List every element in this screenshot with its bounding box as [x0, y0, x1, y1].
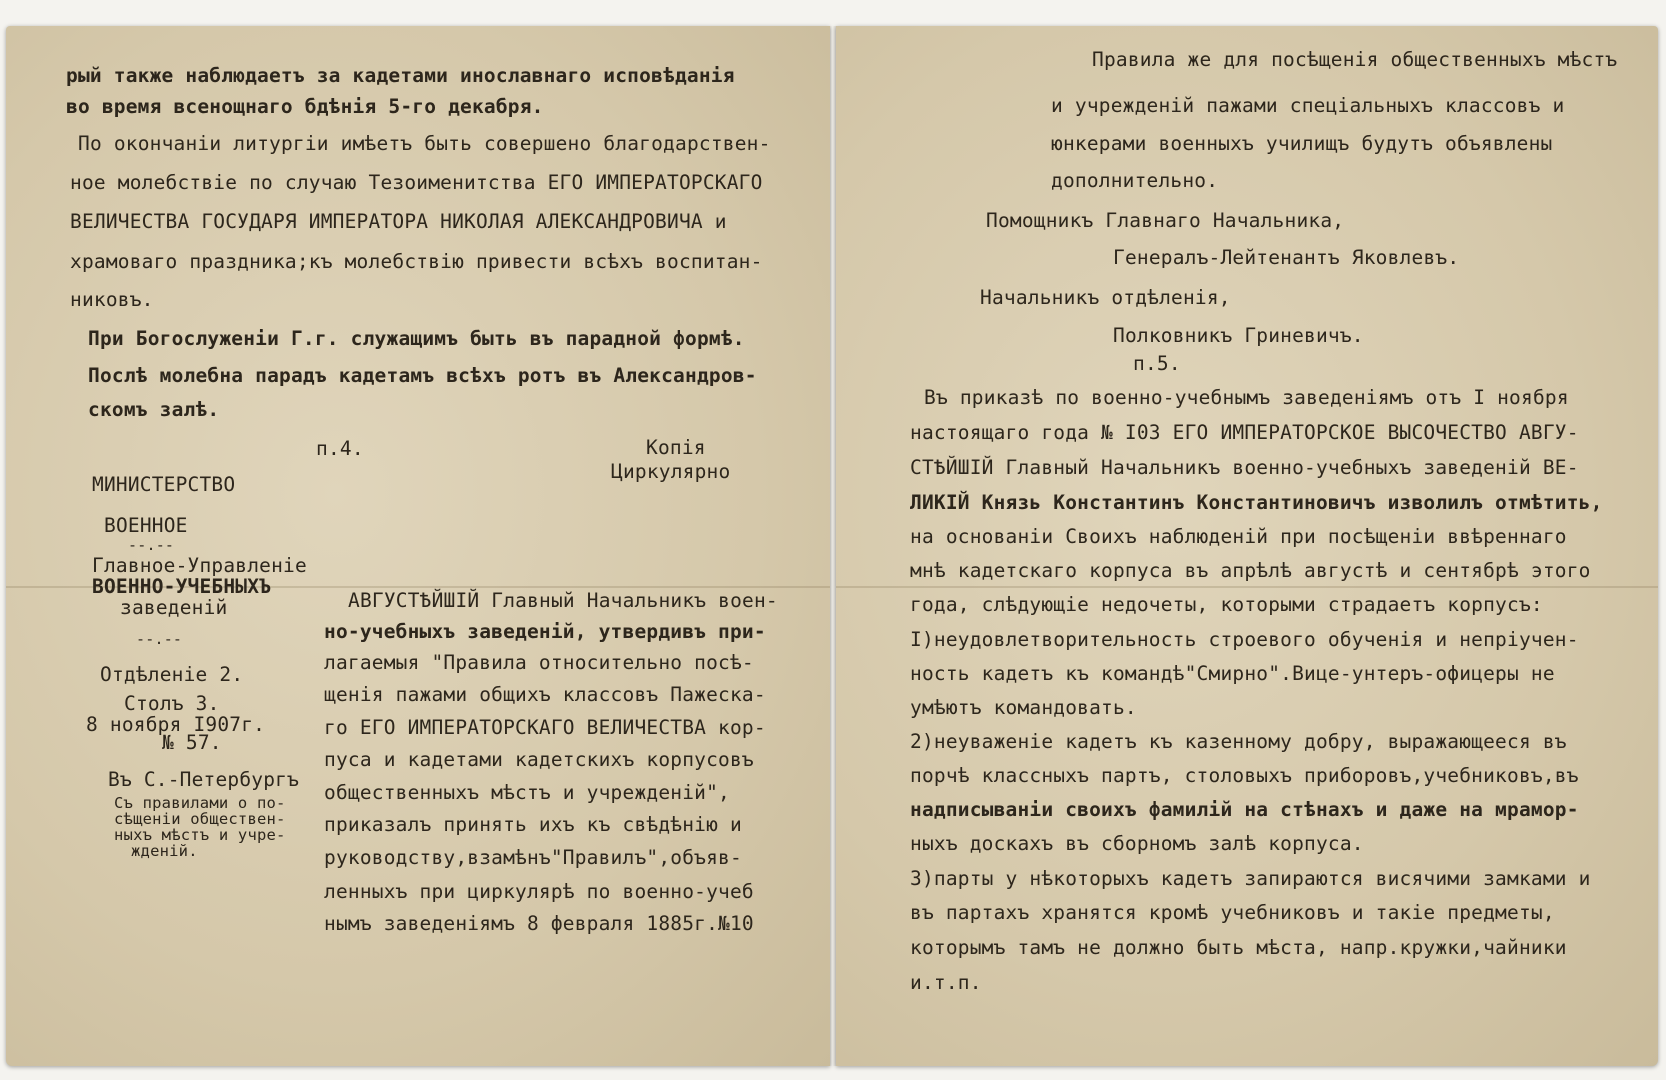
- circular-text-line: пуса и кадетами кадетскихъ корпусовъ: [324, 748, 754, 771]
- text-line: Правила же для посѣщенія общественныхъ мѣстъ: [1092, 48, 1618, 71]
- circular-text-line: лагаемыя "Правила относительно посѣ-: [324, 651, 754, 674]
- text-line: на основаніи Своихъ наблюденій при посѣщеніи ввѣреннаго: [910, 525, 1567, 548]
- text-line: и учрежденій пажами спеціальныхъ классовъ и: [1051, 94, 1565, 117]
- text-line: настоящаго года № I03 ЕГО ИМПЕРАТОРСКОЕ ВЫСОЧЕСТВО АВГУ-: [910, 421, 1579, 444]
- letterhead-date: 8 ноября I907г.: [86, 713, 266, 736]
- text-line: умѣютъ командовать.: [910, 696, 1137, 719]
- text-line: При Богослуженіи Г.г. служащимъ быть въ парадной формѣ.: [88, 327, 745, 350]
- letterhead-line: ВОЕННОЕ: [104, 514, 188, 537]
- text-line: храмоваго праздника;къ молебствію привести всѣхъ воспитан-: [70, 250, 763, 273]
- circular-text-line: общественныхъ мѣстъ и учрежденій",: [324, 781, 730, 804]
- list-item: I)неудовлетворительность строевого обученія и непріучен-: [910, 628, 1579, 651]
- circular-text-line: но-учебныхъ заведеній, утвердивъ при-: [324, 620, 766, 643]
- left-page: [6, 26, 830, 1066]
- letterhead-separator: --.--: [136, 630, 183, 648]
- text-line: скомъ залѣ.: [88, 398, 220, 421]
- letterhead-line: заведеній: [120, 596, 228, 619]
- circular-text-line: приказалъ принять ихъ къ свѣдѣнію и: [324, 813, 742, 836]
- text-line: никовъ.: [70, 288, 154, 311]
- text-line: ныхъ доскахъ въ сборномъ залѣ корпуса.: [910, 832, 1364, 855]
- text-line: надписываніи своихъ фамилій на стѣнахъ и даже на мрамор-: [910, 798, 1579, 821]
- page-fold-line: [836, 586, 1658, 588]
- letterhead-line: Главное-Управленіе: [92, 554, 307, 577]
- text-line: ное молебствіе по случаю Тезоименитства ЕГО ИМПЕРАТОРСКАГО: [70, 171, 763, 194]
- circular-text-line: ленныхъ при циркулярѣ по военно-учеб: [324, 880, 754, 903]
- section-number: п.5.: [1133, 352, 1181, 375]
- text-line: ЛИКІЙ Князь Константинъ Константиновичъ изволилъ отмѣтить,: [910, 491, 1603, 514]
- text-line: юнкерами военныхъ училищъ будутъ объявлены: [1051, 132, 1553, 155]
- text-line: Послѣ молебна парадъ кадетамъ всѣхъ ротъ въ Александров-: [88, 364, 757, 387]
- letterhead-separator: --.--: [128, 536, 175, 554]
- letterhead-line: Отдѣленіе 2.: [100, 663, 244, 686]
- text-line: порчѣ классныхъ партъ, столовыхъ приборовъ,учебниковъ,въ: [910, 764, 1579, 787]
- text-line: во время всенощнаго бдѣнія 5-го декабря.: [66, 95, 544, 118]
- list-item: 2)неуваженіе кадетъ къ казенному добру, выражающееся въ: [910, 730, 1567, 753]
- circular-text-line: АВГУСТѢЙШІЙ Главный Начальникъ воен-: [348, 589, 778, 612]
- letterhead-line: МИНИСТЕРСТВО: [92, 473, 236, 496]
- text-line: года, слѣдующіе недочеты, которыми страдаетъ корпусъ:: [910, 593, 1543, 616]
- letterhead-line: Столъ 3.: [124, 692, 220, 715]
- right-page: [836, 26, 1658, 1066]
- section-number: п.4.: [316, 437, 364, 460]
- text-line: По окончаніи литургіи имѣетъ быть совершено благодарствен-: [78, 132, 771, 155]
- text-line: и.т.п.: [910, 971, 982, 994]
- letterhead-number: № 57.: [162, 731, 222, 754]
- copy-mark: Копія: [646, 436, 706, 459]
- subject-line: сѣщеніи обществен-: [114, 810, 286, 828]
- text-line: мнѣ кадетскаго корпуса въ апрѣлѣ августѣ и сентябрѣ этого: [910, 559, 1591, 582]
- signature-title: Начальникъ отдѣленія,: [980, 286, 1231, 309]
- text-line: Въ приказѣ по военно-учебнымъ заведеніямъ отъ I ноября: [924, 386, 1569, 409]
- circular-text-line: руководству,взамѣнъ"Правилъ",объяв-: [324, 846, 742, 869]
- list-item: 3)парты у нѣкоторыхъ кадетъ запираются висячими замками и: [910, 867, 1591, 890]
- circular-text-line: го ЕГО ИМПЕРАТОРСКАГО ВЕЛИЧЕСТВА кор-: [324, 716, 766, 739]
- text-line: которымъ тамъ не должно быть мѣста, напр.кружки,чайники: [910, 936, 1567, 959]
- text-line: ВЕЛИЧЕСТВА ГОСУДАРЯ ИМПЕРАТОРА НИКОЛАЯ АЛЕКСАНДРОВИЧА и: [70, 210, 727, 233]
- letterhead-city: Въ С.-Петербургъ: [108, 768, 300, 791]
- text-line: въ партахъ хранятся кромѣ учебниковъ и такіе предметы,: [910, 901, 1555, 924]
- text-line: рый также наблюдаетъ за кадетами инославнаго исповѣданія: [66, 64, 735, 87]
- text-line: СТѢЙШІЙ Главный Начальникъ военно-учебныхъ заведеній ВЕ-: [910, 456, 1579, 479]
- circular-text-line: щенія пажами общихъ классовъ Пажеска-: [324, 683, 766, 706]
- subject-line: Съ правилами о по-: [114, 794, 286, 812]
- signature-title: Помощникъ Главнаго Начальника,: [986, 209, 1345, 232]
- text-line: дополнительно.: [1051, 169, 1219, 192]
- subject-line: жденій.: [131, 842, 198, 860]
- circular-mark: Циркулярно: [611, 460, 731, 483]
- letterhead-line: ВОЕННО-УЧЕБНЫХЪ: [92, 575, 272, 598]
- signature-name: Полковникъ Гриневичъ.: [1113, 324, 1364, 347]
- signature-name: Генералъ-Лейтенантъ Яковлевъ.: [1113, 246, 1460, 269]
- subject-line: ныхъ мѣстъ и учре-: [114, 826, 286, 844]
- circular-text-line: нымъ заведеніямъ 8 февраля 1885г.№10: [324, 912, 754, 935]
- text-line: ность кадетъ къ командѣ"Смирно".Вице-унтеръ-офицеры не: [910, 662, 1555, 685]
